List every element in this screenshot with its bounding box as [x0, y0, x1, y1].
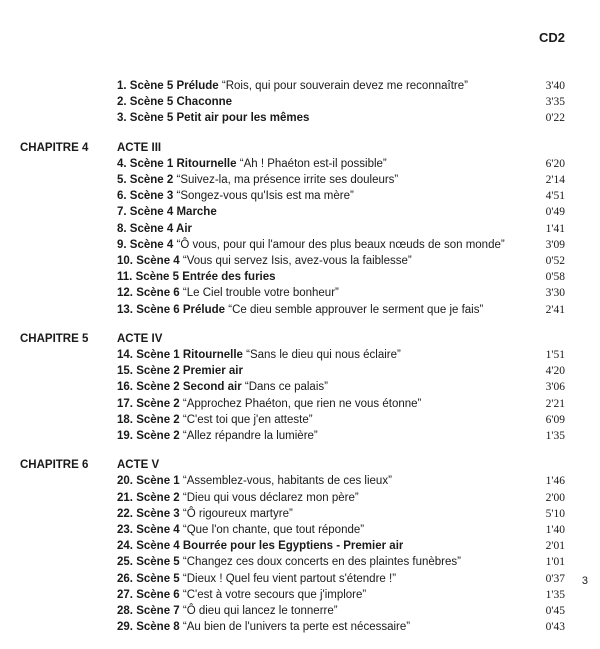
chapter-section [20, 78, 565, 127]
track-description [117, 603, 338, 619]
track-title: Scène 4 Air [129, 222, 193, 235]
track-row [117, 363, 565, 379]
track-row [117, 379, 565, 395]
track-duration: 0'58 [545, 271, 565, 284]
track-number: 6. [117, 190, 127, 203]
track-duration: 0'43 [545, 621, 565, 634]
track-duration: 2'41 [545, 303, 565, 316]
track-duration: 1'01 [545, 556, 565, 569]
track-quote: “Ô rigoureux martyre” [182, 507, 293, 520]
track-title: Scène 3 [136, 507, 180, 520]
track-duration: 0'22 [545, 112, 565, 125]
track-row [117, 506, 565, 522]
track-number: 22. [117, 507, 133, 520]
track-title: Scène 4 Marche [129, 206, 217, 219]
track-quote: “C'est toi que j'en atteste” [182, 413, 313, 426]
track-description [117, 204, 217, 220]
track-title: Scène 2 Second air [136, 381, 242, 394]
track-description [117, 253, 412, 269]
track-quote: “Vous qui servez Isis, avez-vous la faiblesse” [182, 255, 412, 268]
track-number: 4. [117, 157, 127, 170]
track-quote: “Suivez-la, ma présence irrite ses douleurs” [176, 174, 399, 187]
track-quote: “Dieux ! Quel feu vient partout s'étendre !” [182, 572, 397, 585]
track-description [117, 587, 366, 603]
act-label: ACTE IV [117, 332, 163, 345]
track-number: 5. [117, 174, 127, 187]
act-label: ACTE III [117, 141, 162, 154]
track-title: Scène 1 [136, 475, 180, 488]
track-title: Scène 5 Prélude [129, 80, 219, 92]
track-title: Scène 2 [136, 397, 180, 410]
track-number: 24. [117, 540, 133, 553]
track-quote: “Changez ces doux concerts en des plaintes funèbres” [182, 556, 461, 569]
track-rows [117, 78, 565, 127]
track-duration: 1'35 [545, 588, 565, 601]
track-description [117, 269, 276, 285]
track-title: Scène 1 Ritournelle [129, 157, 237, 170]
track-quote: “Ah ! Phaéton est-il possible” [239, 157, 387, 170]
track-duration: 0'37 [545, 572, 565, 585]
act-label: ACTE V [117, 459, 160, 472]
track-duration: 1'46 [545, 475, 565, 488]
track-description [117, 490, 359, 506]
track-number: 12. [117, 287, 133, 300]
track-description [117, 571, 396, 587]
track-title: Scène 4 [136, 255, 180, 268]
track-quote: “Approchez Phaéton, que rien ne vous étonne” [182, 397, 422, 410]
track-number: 17. [117, 397, 133, 410]
track-title: Scène 6 [136, 287, 180, 300]
track-description [117, 221, 192, 237]
track-title: Scène 2 [136, 413, 180, 426]
track-description [117, 538, 403, 554]
track-description [117, 78, 468, 94]
track-title: Scène 6 Prélude [136, 303, 226, 316]
track-description [117, 172, 398, 188]
track-number: 9. [117, 238, 127, 251]
track-number: 25. [117, 556, 133, 569]
track-description [117, 428, 318, 444]
track-row [117, 347, 565, 363]
track-duration: 2'21 [545, 397, 565, 410]
track-title: Scène 5 Entrée des furies [135, 271, 276, 284]
track-quote: “Au bien de l'univers ta perte est nécessaire” [182, 621, 411, 634]
track-duration: 1'40 [545, 524, 565, 537]
track-rows [117, 457, 565, 635]
track-row [117, 237, 565, 253]
track-row [117, 110, 565, 126]
track-description [117, 554, 461, 570]
track-title: Scène 2 [136, 430, 180, 443]
track-duration: 3'35 [545, 96, 565, 109]
track-description [117, 237, 505, 253]
track-title: Scène 3 [129, 190, 174, 203]
chapter-section [20, 457, 565, 635]
track-number: 10. [117, 255, 133, 268]
chapter-section [20, 331, 565, 444]
track-duration: 0'49 [545, 206, 565, 219]
track-description [117, 94, 232, 110]
track-description [117, 473, 392, 489]
track-row [117, 221, 565, 237]
chapter-label: CHAPITRE 6 [20, 459, 89, 472]
track-quote: “Sans le dieu qui nous éclaire” [246, 349, 401, 362]
track-title: Scène 5 Chaconne [129, 96, 233, 109]
track-duration: 0'45 [545, 605, 565, 618]
track-title: Scène 2 Premier air [136, 365, 243, 378]
track-duration: 3'06 [545, 381, 565, 394]
track-description [117, 302, 483, 318]
chapter-section [20, 140, 565, 318]
track-description [117, 522, 364, 538]
track-number: 27. [117, 588, 133, 601]
track-quote: “Rois, qui pour souverain devez me reconnaître” [221, 80, 468, 92]
chapter-label: CHAPITRE 4 [20, 141, 89, 154]
track-row [117, 554, 565, 570]
track-row [117, 619, 565, 635]
track-row [117, 522, 565, 538]
track-row [117, 302, 565, 318]
track-number: 20. [117, 475, 133, 488]
track-quote: “Ce dieu semble approuver le serment que je fais” [228, 303, 484, 316]
track-quote: “Songez-vous qu'Isis est ma mère” [176, 190, 354, 203]
track-duration: 6'09 [545, 413, 565, 426]
chapter-label: CHAPITRE 5 [20, 332, 89, 345]
track-description [117, 396, 421, 412]
track-quote: “Dans ce palais” [244, 381, 328, 394]
track-row [117, 94, 565, 110]
track-quote: “Dieu qui vous déclarez mon père” [182, 491, 359, 504]
track-rows [117, 331, 565, 444]
track-row [117, 571, 565, 587]
track-number: 2. [117, 96, 127, 109]
track-row [117, 78, 565, 94]
track-row [117, 204, 565, 220]
track-description [117, 363, 243, 379]
track-row [117, 412, 565, 428]
track-description [117, 506, 293, 522]
track-duration: 0'52 [545, 255, 565, 268]
track-quote: “Ô vous, pour qui l'amour des plus beaux nœuds de son monde” [176, 238, 505, 251]
track-title: Scène 2 [129, 174, 174, 187]
track-number: 8. [117, 222, 127, 235]
track-quote: “Assemblez-vous, habitants de ces lieux” [182, 475, 392, 488]
track-number: 14. [117, 349, 133, 362]
track-title: Scène 2 [136, 491, 180, 504]
track-row [117, 396, 565, 412]
track-number: 11. [117, 271, 133, 284]
track-number: 3. [117, 112, 127, 125]
track-duration: 5'10 [545, 507, 565, 520]
track-duration: 4'51 [545, 190, 565, 203]
track-duration: 3'30 [545, 287, 565, 300]
track-row [117, 538, 565, 554]
track-number: 19. [117, 430, 133, 443]
track-quote: “Le Ciel trouble votre bonheur” [182, 287, 339, 300]
track-number: 26. [117, 572, 133, 585]
track-duration: 3'40 [545, 80, 565, 92]
track-duration: 1'41 [545, 222, 565, 235]
track-row [117, 269, 565, 285]
track-description [117, 188, 354, 204]
track-number: 16. [117, 381, 133, 394]
track-number: 29. [117, 621, 133, 634]
track-number: 1. [117, 80, 127, 92]
cd-label: CD2 [538, 30, 565, 45]
track-number: 13. [117, 303, 133, 316]
track-row [117, 253, 565, 269]
track-duration: 2'00 [545, 491, 565, 504]
track-title: Scène 5 Petit air pour les mêmes [129, 112, 310, 125]
track-row [117, 473, 565, 489]
track-quote: “C'est à votre secours que j'implore” [182, 588, 367, 601]
track-row [117, 172, 565, 188]
track-title: Scène 5 [136, 556, 180, 569]
track-row [117, 428, 565, 444]
track-duration: 6'20 [545, 157, 565, 170]
track-title: Scène 8 [136, 621, 180, 634]
track-description [117, 412, 313, 428]
track-number: 15. [117, 365, 133, 378]
track-title: Scène 5 [136, 572, 180, 585]
track-row [117, 156, 565, 172]
track-quote: “Ô dieu qui lancez le tonnerre” [182, 605, 338, 618]
track-title: Scène 4 Bourrée pour les Egyptiens - Premier air [136, 540, 404, 553]
track-duration: 2'14 [545, 174, 565, 187]
track-duration: 3'09 [545, 238, 565, 251]
track-duration: 4'20 [545, 365, 565, 378]
track-row [117, 603, 565, 619]
track-number: 28. [117, 605, 133, 618]
track-title: Scène 4 [129, 238, 174, 251]
track-description [117, 156, 387, 172]
track-number: 21. [117, 491, 133, 504]
track-number: 23. [117, 524, 133, 537]
track-title: Scène 6 [136, 588, 180, 601]
track-row [117, 188, 565, 204]
track-description [117, 110, 309, 126]
track-rows [117, 140, 565, 318]
track-row [117, 490, 565, 506]
track-number: 7. [117, 206, 127, 219]
track-quote: “Allez répandre la lumière” [182, 430, 318, 443]
track-number: 18. [117, 413, 133, 426]
page-number: 3 [581, 575, 588, 587]
track-row [117, 587, 565, 603]
track-title: Scène 7 [136, 605, 180, 618]
track-description [117, 285, 339, 301]
track-description [117, 347, 401, 363]
track-quote: “Que l'on chante, que tout réponde” [182, 524, 365, 537]
tracklist [20, 78, 565, 649]
track-duration: 2'01 [545, 540, 565, 553]
track-row [117, 285, 565, 301]
track-description [117, 619, 410, 635]
track-duration: 1'51 [545, 349, 565, 362]
track-duration: 1'35 [545, 430, 565, 443]
track-description [117, 379, 328, 395]
track-title: Scène 4 [136, 524, 180, 537]
track-title: Scène 1 Ritournelle [136, 349, 243, 362]
